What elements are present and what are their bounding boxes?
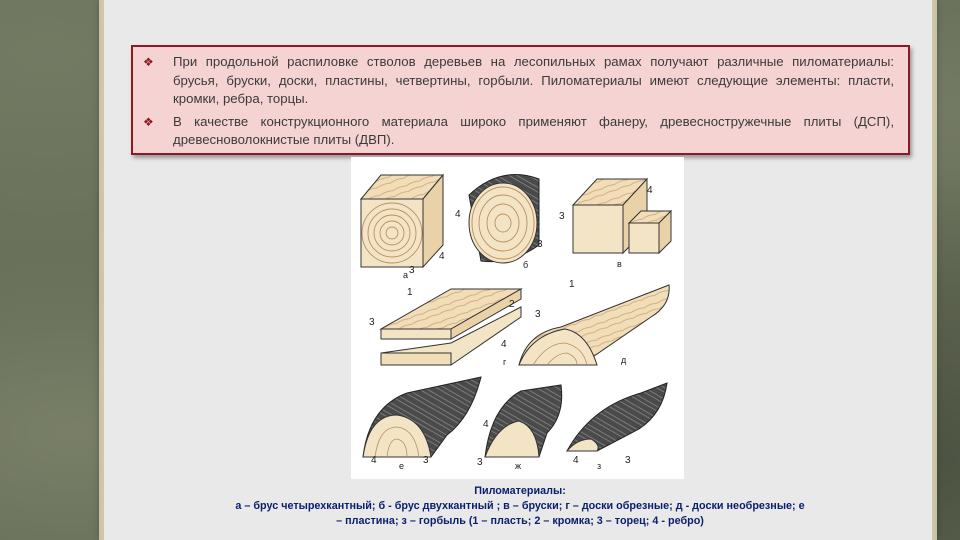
- bullet-text: При продольной распиловке стволов деревьев на лесопильных рамах получают различные пиломатериалы: брусья, бруски, доски, пластины, четвертины, горбыли. Пиломатериалы имеют следующие элементы: пласти, кромки, ребра, торцы.: [173, 54, 894, 106]
- figure-number-3: 3: [537, 239, 543, 250]
- figure-number-3: 3: [409, 265, 415, 276]
- figure-number-4: 4: [439, 251, 445, 262]
- slab-drawing: [363, 377, 481, 457]
- figure-number-1: 1: [569, 279, 575, 290]
- diamond-bullet-icon: ❖: [143, 114, 154, 129]
- figure-letter-zh: ж: [515, 461, 522, 471]
- figure-number-4: 4: [483, 419, 489, 430]
- caption-line: а – брус четырехкантный; б - брус двухкантный ; в – бруски; г – доски обрезные; д - доски необрезные; е: [235, 500, 805, 512]
- bars-drawing: [573, 179, 671, 253]
- figure-caption: [160, 484, 880, 529]
- figure-letter-e: е: [399, 461, 405, 471]
- caption-title: Пиломатериалы:: [474, 485, 566, 497]
- bullet-item: [143, 53, 894, 109]
- figure-number-1: 1: [407, 287, 413, 298]
- edged-boards-drawing: [381, 289, 521, 365]
- beam-two-sided-drawing: [469, 175, 539, 263]
- backslab-drawing: [567, 383, 667, 451]
- lumber-illustration: [351, 157, 684, 479]
- figure-number-4: 4: [647, 185, 653, 196]
- figure-letter-a: а: [403, 270, 409, 280]
- unedged-boards-drawing: [519, 285, 669, 365]
- figure-number-3: 3: [625, 455, 631, 466]
- figure-number-3: 3: [423, 455, 429, 466]
- figure-letter-v: в: [617, 259, 622, 269]
- diamond-bullet-icon: ❖: [143, 55, 154, 69]
- caption-line: – пластина; з – горбыль (1 – пласть; 2 – кромка; 3 – торец; 4 - ребро): [336, 515, 704, 527]
- figure-letter-b: б: [523, 260, 529, 270]
- beam-four-sided-drawing: [361, 175, 443, 267]
- figure-letter-g: г: [503, 357, 507, 367]
- quarter-drawing: [485, 385, 562, 457]
- figure-number-3: 3: [477, 457, 483, 468]
- figure-number-4: 4: [455, 209, 461, 220]
- figure-number-3: 3: [559, 211, 565, 222]
- bullet-item: [143, 113, 894, 150]
- figure-number-4: 4: [573, 455, 579, 466]
- figure-letter-z: з: [597, 461, 602, 471]
- figure-number-3: 3: [369, 317, 375, 328]
- bullet-text: В качестве конструкционного материала широко применяют фанеру, древесностружечные плиты (ДСП), древесноволокнистые плиты (ДВП).: [173, 113, 894, 147]
- figure-number-4: 4: [501, 339, 507, 350]
- figure-number-4: 4: [371, 455, 377, 466]
- figure-number-3: 3: [535, 309, 541, 320]
- figure-number-2: 2: [509, 299, 515, 310]
- figure-letter-d: д: [621, 355, 627, 365]
- text-box: [131, 45, 910, 155]
